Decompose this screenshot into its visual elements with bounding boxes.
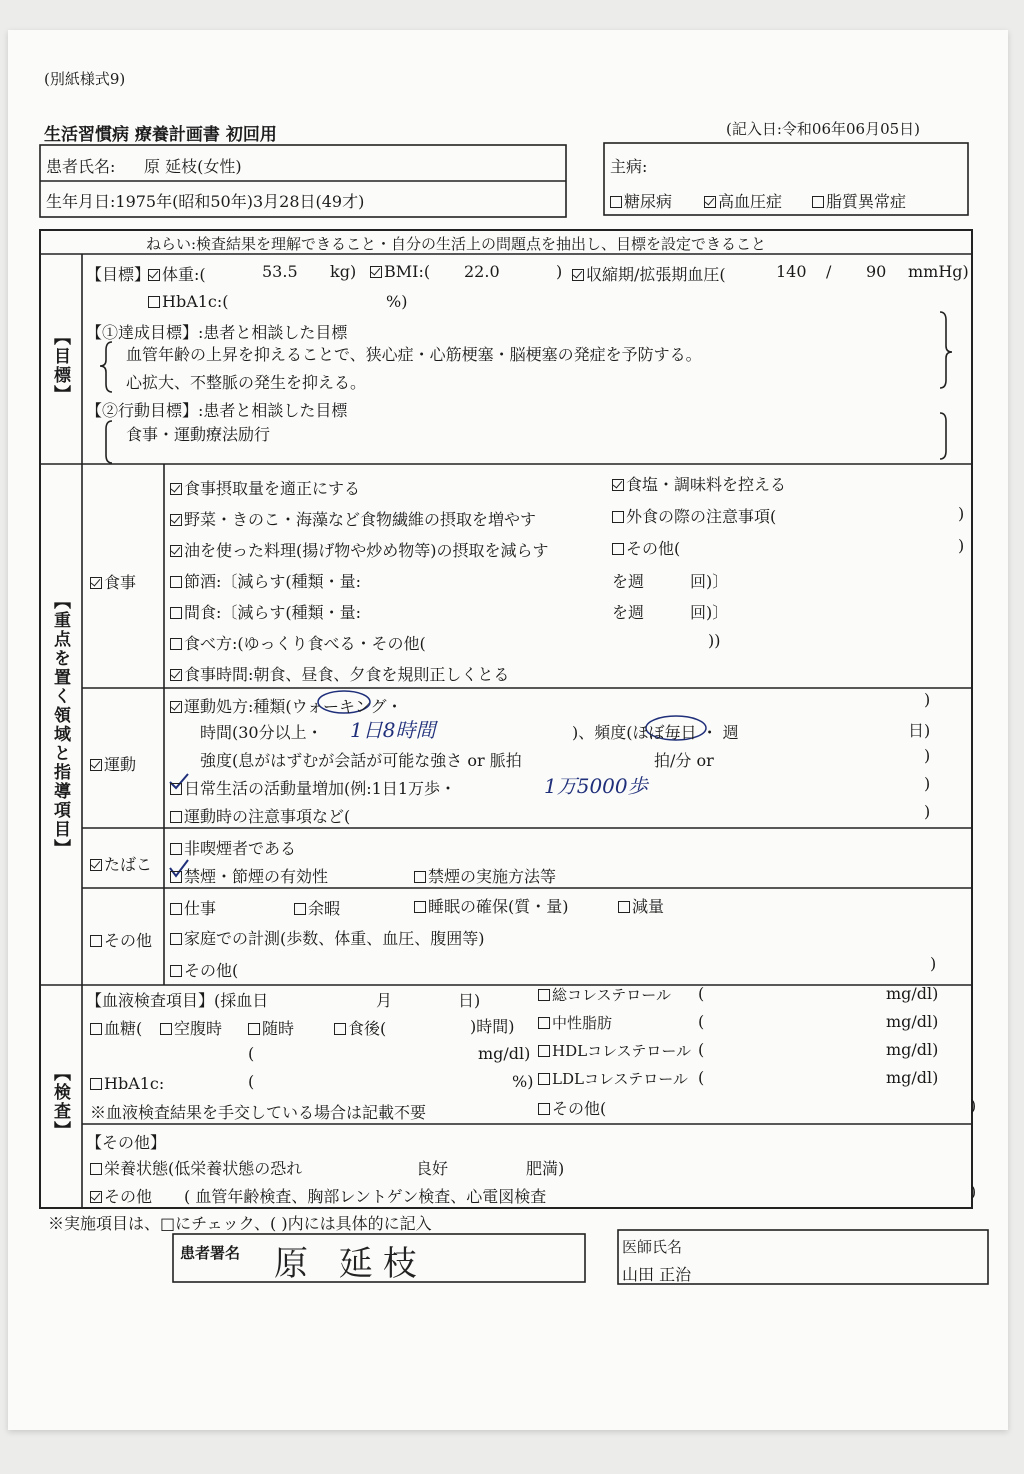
checkbox[interactable] [610,196,622,208]
lipid-triglyceride[interactable]: 中性脂肪 [538,1012,612,1033]
checkbox-checked[interactable] [170,545,182,557]
lipid-other-close: ) [970,1096,977,1115]
nutrition-status[interactable]: 栄養状態(低栄養状態の恐れ [90,1156,302,1179]
checkbox[interactable] [160,1023,172,1035]
eating-close: )) [708,631,721,650]
exercise-category[interactable]: 運動 [90,752,136,775]
checkbox[interactable] [538,989,550,1001]
footnote: ※実施項目は、□にチェック、( )内には具体的に記入 [48,1214,432,1233]
bmi-value[interactable]: 22.0 [464,262,500,281]
goal-label: 【目標】 [86,265,151,284]
checkbox[interactable] [170,933,182,945]
exercise-time-handwritten[interactable]: 1日8時間 [350,718,436,742]
checkbox[interactable] [538,1017,550,1029]
other-home-measure[interactable]: 家庭での計測(歩数、体重、血圧、腹囲等) [170,926,485,949]
diet-item-2[interactable]: 野菜・きのこ・海藻など食物繊維の摂取を増やす [170,507,536,530]
checkbox[interactable] [90,1023,102,1035]
checkbox[interactable] [170,811,182,823]
checkbox[interactable] [90,1163,102,1175]
achieve-label: 【①達成目標】:患者と相談した目標 [86,323,348,342]
hba1c-open-paren: ( [248,1072,255,1091]
disease-dyslipidemia[interactable]: 脂質異常症 [812,189,906,212]
diet-right-2-close: ) [958,504,965,523]
checkbox[interactable] [90,935,102,947]
diet-item-1[interactable]: 食事摂取量を適正にする [170,476,360,499]
checkbox[interactable] [414,901,426,913]
exercise-notes[interactable]: 運動時の注意事項など( [170,804,350,827]
alcohol-per-week: を週 [612,572,645,591]
daily-activity-handwritten[interactable]: 1万5000歩 [544,774,648,798]
diet-item-5[interactable]: 間食:〔減らす(種類・量: [170,600,361,623]
lipid-tg-unit: mg/dl) [886,1012,939,1031]
daily-activity[interactable]: 日常生活の活動量増加(例:1日1万歩・ [170,776,456,799]
checkbox[interactable] [170,871,182,883]
form-paper [8,30,1008,1430]
goal-weight[interactable]: 体重:( [148,262,206,285]
sugar-fasting[interactable]: 空腹時 [160,1016,222,1039]
sugar-hours: )時間) [470,1017,515,1036]
aim-text: ねらい:検査結果を理解できること・自分の生活上の問題点を抽出し、目標を設定できること [146,235,767,253]
prescription-close: ) [924,690,931,709]
sugar-open-paren: ( [248,1044,255,1063]
birthdate: 生年月日:1975年(昭和50年)3月28日(49才) [46,192,365,211]
other-category[interactable]: その他 [90,928,152,951]
blood-month: 月 [376,991,393,1010]
checkbox-checked[interactable] [170,483,182,495]
checkbox[interactable] [170,965,182,977]
checkbox-checked[interactable] [704,196,716,208]
tobacco-method[interactable]: 禁煙の実施方法等 [414,864,556,887]
checkbox[interactable] [170,576,182,588]
blood-test-label: 【血液検査項目】(採血日 [86,991,269,1010]
checkbox[interactable] [170,783,182,795]
blood-day: 日) [458,991,481,1010]
notes-close: ) [924,802,931,821]
exercise-prescription[interactable]: 運動処方:種類(ウォーキング・ [170,694,403,717]
section-goal-label: 【目標】 [50,328,70,404]
checkbox[interactable] [148,296,160,308]
intensity-close: ) [924,746,931,765]
checkbox[interactable] [812,196,824,208]
patient-name: 原 延枝(女性) [144,157,242,176]
other-close: ) [930,954,937,973]
exam-hba1c[interactable]: HbA1c: [90,1074,164,1093]
goal-hba1c[interactable]: HbA1c:( [148,292,229,311]
checkbox-checked[interactable] [370,266,382,278]
section-exam-label: 【検査】 [50,1064,70,1140]
checkbox-checked[interactable] [170,669,182,681]
weight-value[interactable]: 53.5 [262,262,298,281]
checkbox[interactable] [248,1023,260,1035]
exam-other-item[interactable]: その他 [90,1184,152,1207]
diet-right-1[interactable]: 食塩・調味料を控える [612,472,786,495]
exercise-frequency-end: 日) [908,721,931,740]
other-weight-loss[interactable]: 減量 [618,894,664,917]
goal-bp[interactable]: 収縮期/拡張期血圧( [572,262,726,285]
lipid-total-paren: ( [698,984,705,1003]
lipid-ldl-unit: mg/dl) [886,1068,939,1087]
lipid-hdl[interactable]: HDLコレステロール [538,1040,691,1061]
checkbox[interactable] [414,871,426,883]
checkbox-checked[interactable] [90,1191,102,1203]
checkbox-checked[interactable] [148,269,160,281]
weight-unit: kg) [330,262,357,281]
bp-slash: / [826,262,832,281]
lipid-tg-paren: ( [698,1012,705,1031]
disease-hypertension[interactable]: 高血圧症 [704,189,782,212]
doctor-name[interactable]: 山田 正治 [622,1265,692,1284]
lipid-total-unit: mg/dl) [886,984,939,1003]
exam-other-close: ) [970,1182,977,1201]
diet-item-7[interactable]: 食事時間:朝食、昼食、夕食を規則正しくとる [170,662,509,685]
checkbox[interactable] [90,1078,102,1090]
checkbox-checked[interactable] [612,479,624,491]
blood-sugar[interactable]: 血糖( [90,1016,142,1039]
diet-item-3[interactable]: 油を使った料理(揚げ物や炒め物等)の摂取を減らす [170,538,549,561]
disease-diabetes[interactable]: 糖尿病 [610,189,672,212]
achieve-goal-1[interactable]: 血管年齢の上昇を抑えることで、狭心症・心筋梗塞・脳梗塞の発症を予防する。 [126,345,702,364]
diet-right-3-close: ) [958,536,965,555]
snack-times: 回)〕 [690,603,729,622]
checkbox[interactable] [170,607,182,619]
checkbox[interactable] [294,903,306,915]
exercise-frequency: )、頻度(ほぼ毎日 ・ 週 [572,723,739,742]
other-sleep[interactable]: 睡眠の確保(質・量) [414,894,569,917]
exercise-intensity: 強度(息がはずむが会話が可能な強さ or 脈拍 [200,751,522,770]
checkbox[interactable] [170,638,182,650]
exam-note: ※血液検査結果を手交している場合は記載不要 [90,1103,427,1122]
bp-unit: mmHg) [908,262,969,281]
tobacco-category[interactable]: たばこ [90,852,152,875]
entry-date: (記入日:令和06年06月05日) [726,120,921,138]
bmi-close: ) [556,262,563,281]
bp-systolic[interactable]: 140 [776,262,807,281]
lipid-ldl-paren: ( [698,1068,705,1087]
lipid-other[interactable]: その他( [538,1096,606,1119]
achieve-goal-2[interactable]: 心拡大、不整脈の発生を抑える。 [126,373,367,392]
checkbox[interactable] [170,903,182,915]
diet-category[interactable]: 食事 [90,570,136,593]
tobacco-effect[interactable]: 禁煙・節煙の有効性 [170,864,328,887]
exam-other-label: 【その他】 [86,1133,167,1152]
other-work[interactable]: 仕事 [170,896,216,919]
checkbox-checked[interactable] [170,701,182,713]
lipid-ldl[interactable]: LDLコレステロール [538,1068,688,1089]
checkbox-checked[interactable] [90,577,102,589]
section-focus-label: 【重点を置く領域と指導項目】 [50,592,70,858]
checkbox-checked[interactable] [90,859,102,871]
sugar-random[interactable]: 随時 [248,1016,294,1039]
checkbox[interactable] [170,843,182,855]
tobacco-nonsmoker[interactable]: 非喫煙者である [170,836,296,859]
diet-item-6[interactable]: 食べ方:(ゆっくり食べる・その他( [170,631,426,654]
goal-bmi[interactable]: BMI:( [370,262,430,281]
checkbox[interactable] [538,1103,550,1115]
checkbox[interactable] [538,1073,550,1085]
diet-right-2[interactable]: 外食の際の注意事項( [612,504,776,527]
checkbox[interactable] [538,1045,550,1057]
sugar-unit: mg/dl) [478,1044,531,1063]
exam-other-detail[interactable]: ( 血管年齢検査、胸部レントゲン検査、心電図検査 [184,1187,547,1206]
bp-diastolic[interactable]: 90 [866,262,887,281]
other-other[interactable]: その他( [170,958,238,981]
lipid-hdl-paren: ( [698,1040,705,1059]
exam-hba1c-pct: %) [512,1072,534,1091]
sugar-after-meal[interactable]: 食後( [334,1016,386,1039]
exercise-pulse: 拍/分 or [654,751,714,770]
other-leisure[interactable]: 余暇 [294,896,340,919]
diet-item-4[interactable]: 節酒:〔減らす(種類・量: [170,569,361,592]
snack-per-week: を週 [612,603,645,622]
checkbox-checked[interactable] [170,514,182,526]
diet-right-3[interactable]: その他( [612,536,680,559]
lipid-hdl-unit: mg/dl) [886,1040,939,1059]
lipid-total-chol[interactable]: 総コレステロール [538,984,671,1005]
nutrition-obese: 肥満) [526,1159,565,1178]
nutrition-good: 良好 [416,1159,449,1178]
alcohol-times: 回)〕 [690,572,729,591]
exercise-time: 時間(30分以上・ [200,723,323,742]
main-disease-label: 主病: [610,157,648,176]
checkbox[interactable] [612,543,624,555]
checkbox[interactable] [618,901,630,913]
action-label: 【②行動目標】:患者と相談した目標 [86,401,348,420]
page-title: 生活習慣病 療養計画書 初回用 [44,125,277,145]
patient-name-label: 患者氏名: [46,157,116,176]
checkbox[interactable] [612,511,624,523]
checkbox-checked[interactable] [90,759,102,771]
patient-signature[interactable]: 原 延枝 [274,1244,427,1284]
form-number: (別紙様式9) [44,70,126,88]
action-goal-1[interactable]: 食事・運動療法励行 [126,425,271,444]
checkbox[interactable] [334,1023,346,1035]
hba1c-close: %) [386,292,408,311]
checkbox-checked[interactable] [572,269,584,281]
doctor-label: 医師氏名 [622,1238,683,1256]
daily-close: ) [924,774,931,793]
patient-signature-label: 患者署名 [180,1244,241,1262]
